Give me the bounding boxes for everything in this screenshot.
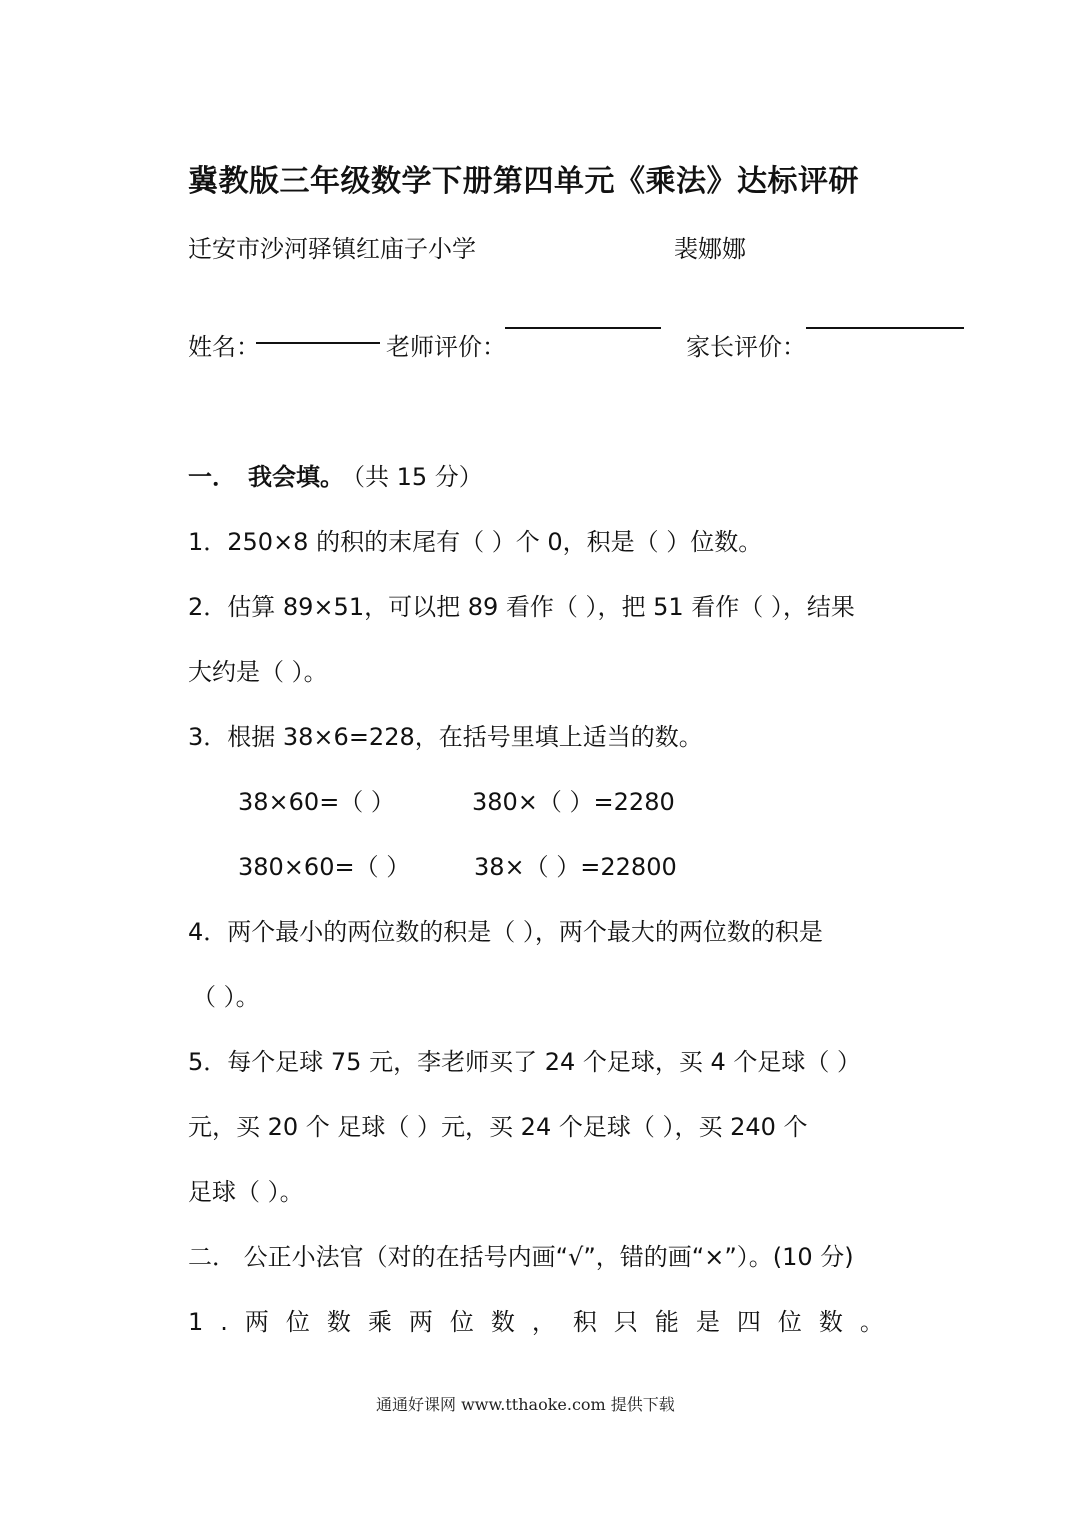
question-1-3: 3．根据 38×6=228，在括号里填上适当的数。 <box>188 723 703 751</box>
name-blank[interactable] <box>256 342 380 344</box>
question-1-4-line2: （ ）。 <box>192 983 260 1011</box>
question-1-1: 1．250×8 的积的末尾有（ ）个 0，积是（ ）位数。 <box>188 528 763 556</box>
question-1-2-line1: 2．估算 89×51，可以把 89 看作（ ），把 51 看作（ ），结果 <box>188 593 855 621</box>
section1-score: （共 15 分） <box>341 463 483 491</box>
teacher-eval-label: 老师评价： <box>386 333 506 361</box>
question-1-3-item-c: 380×60=（ ） <box>238 853 411 881</box>
question-1-5-line2: 元，买 20 个 足球（ ）元，买 24 个足球（ ），买 240 个 <box>188 1113 808 1141</box>
parent-eval-blank[interactable] <box>806 327 964 329</box>
question-1-3-item-d: 38×（ ）=22800 <box>474 853 677 881</box>
question-1-3-item-a: 38×60=（ ） <box>238 788 395 816</box>
name-label: 姓名： <box>188 333 260 361</box>
question-2-1: 1.两位数乘两位数，积只能是四位数。 <box>188 1308 901 1336</box>
author-name: 裴娜娜 <box>674 235 746 263</box>
question-1-5-line1: 5．每个足球 75 元，李老师买了 24 个足球，买 4 个足球（ ） <box>188 1048 862 1076</box>
document-title: 冀教版三年级数学下册第四单元《乘法》达标评研 <box>188 164 859 199</box>
footer-text: 通通好课网 www.tthaoke.com 提供下载 <box>376 1395 675 1414</box>
school-name: 迁安市沙河驿镇红庙子小学 <box>188 235 476 263</box>
section1-title: 我会填。 <box>248 463 344 491</box>
question-1-2-line2: 大约是（ ）。 <box>188 658 328 686</box>
question-1-4-line1: 4．两个最小的两位数的积是（ ），两个最大的两位数的积是 <box>188 918 823 946</box>
section1-number: 一． <box>188 463 236 491</box>
section2-heading: 二． 公正小法官（对的在括号内画“√”，错的画“×”）。(10 分) <box>188 1243 854 1271</box>
question-1-5-line3: 足球（ ）。 <box>188 1178 304 1206</box>
question-1-3-item-b: 380×（ ）=2280 <box>472 788 675 816</box>
parent-eval-label: 家长评价： <box>686 333 806 361</box>
teacher-eval-blank[interactable] <box>505 327 661 329</box>
